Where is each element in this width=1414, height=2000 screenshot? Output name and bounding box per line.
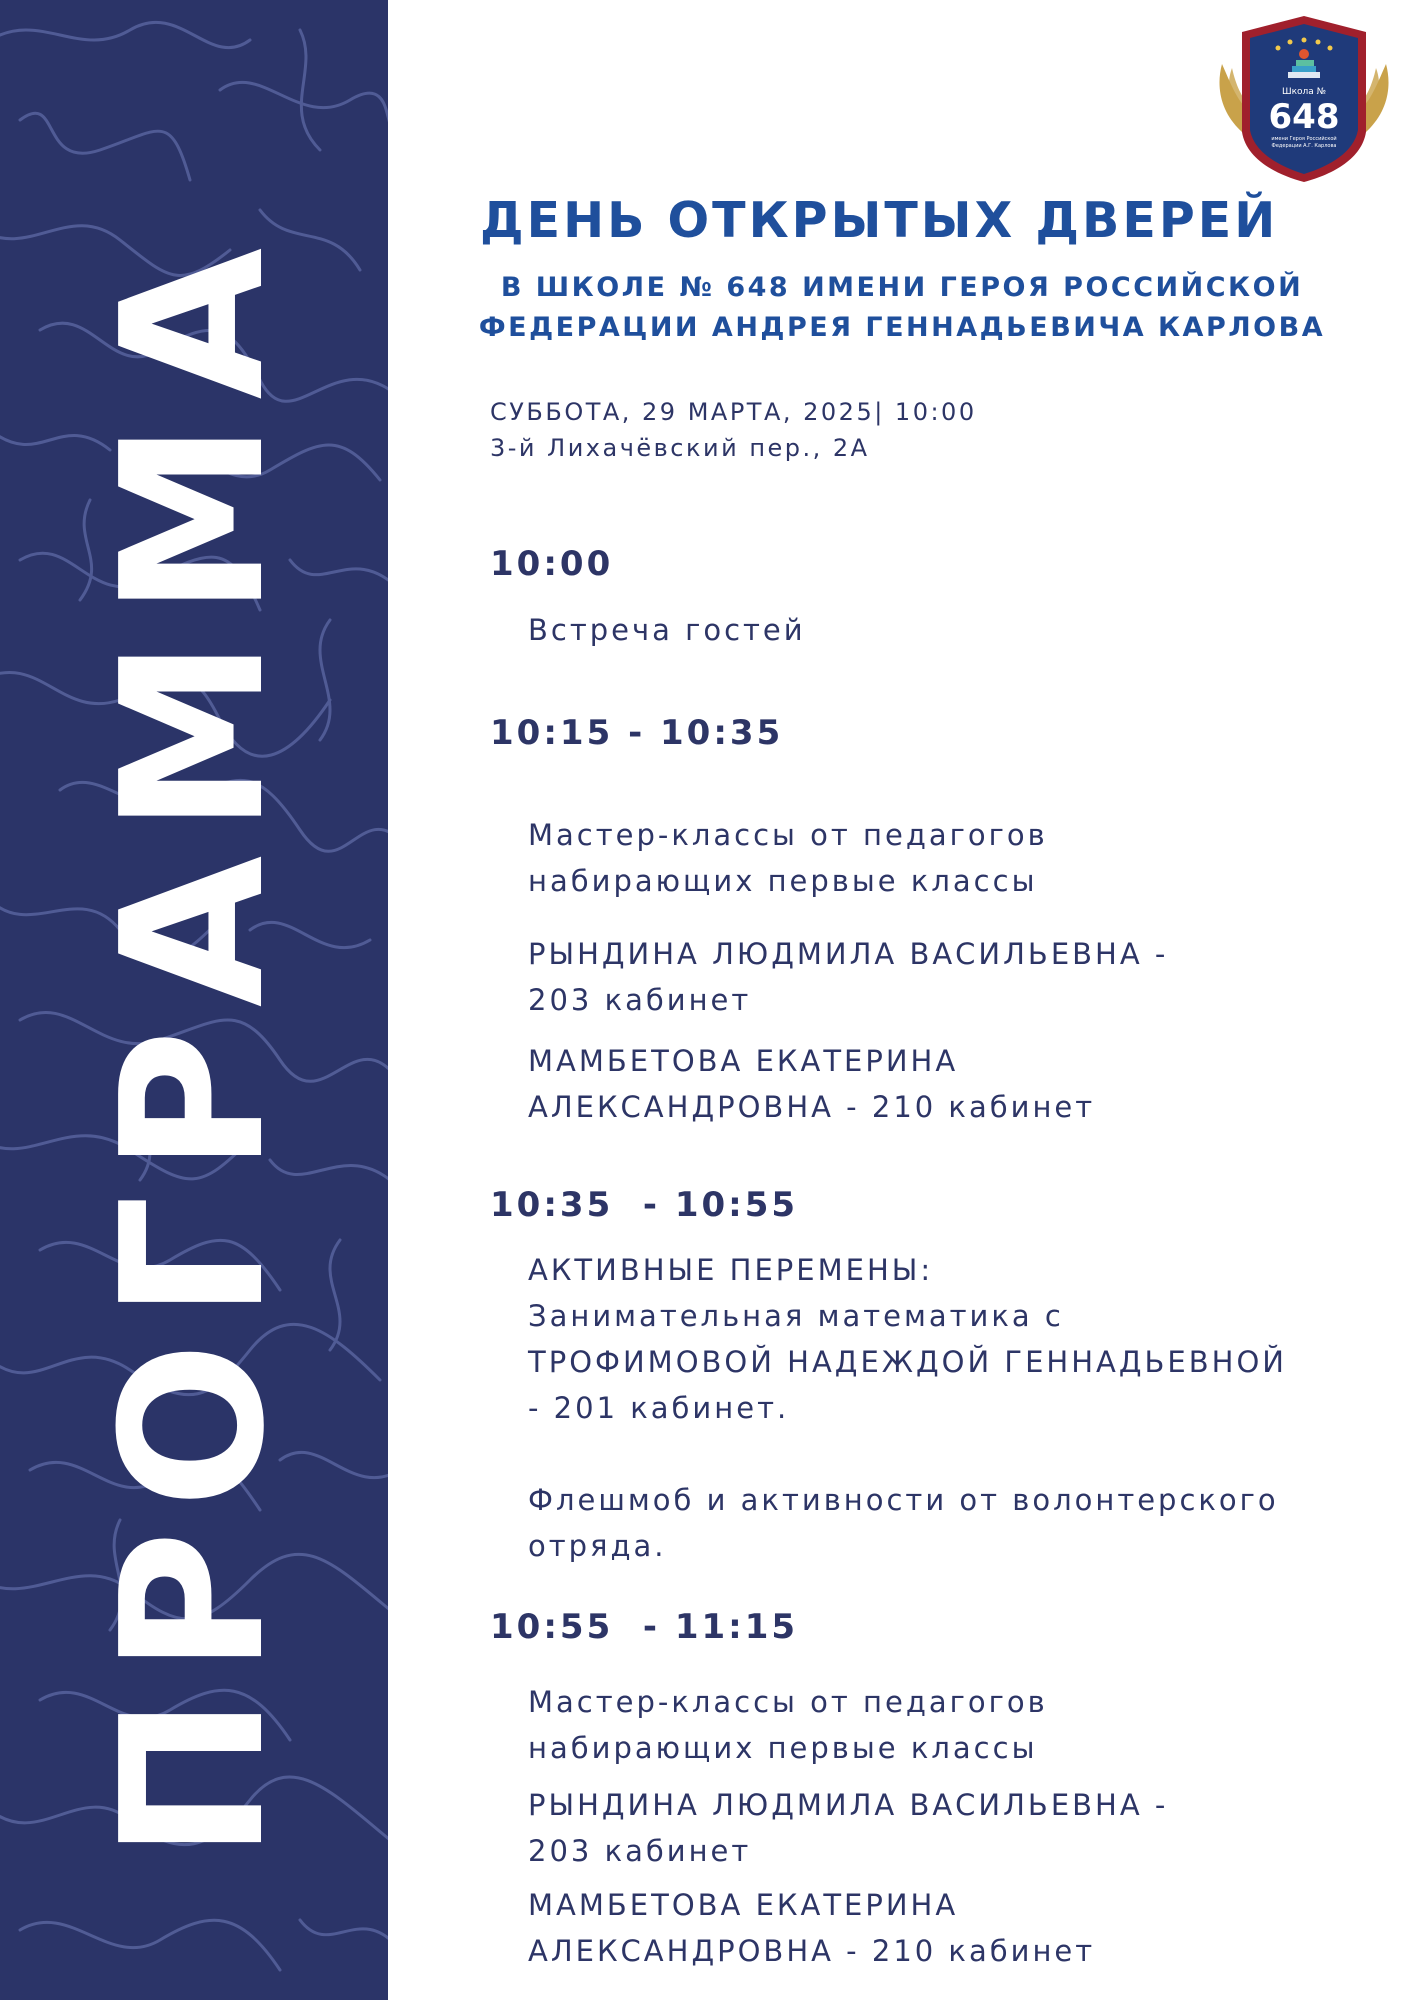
subtitle	[452, 268, 1352, 348]
schedule-text: 203 кабинет	[528, 983, 752, 1017]
logo-number: 648	[1268, 97, 1340, 137]
logo-line4: Федерации А.Г. Карлова	[1271, 143, 1337, 149]
schedule-time: 10:35 - 10:55	[490, 1185, 799, 1225]
logo-line3: имени Героя Российской	[1271, 136, 1337, 142]
subtitle-line-1: В ШКОЛЕ № 648 ИМЕНИ ГЕРОЯ РОССИЙСКОЙ	[500, 272, 1304, 303]
schedule-time: 10:00	[490, 544, 614, 584]
event-address: 3-й Лихачёвский пер., 2А	[490, 434, 870, 462]
schedule-text: АКТИВНЫЕ ПЕРЕМЕНЫ:	[528, 1253, 934, 1287]
schedule-text: АЛЕКСАНДРОВНА - 210 кабинет	[528, 1934, 1096, 1968]
schedule-text: МАМБЕТОВА ЕКАТЕРИНА	[528, 1888, 959, 1922]
schedule-text: Мастер-классы от педагогов	[528, 818, 1048, 852]
schedule-text: Мастер-классы от педагогов	[528, 1685, 1048, 1719]
schedule-text: РЫНДИНА ЛЮДМИЛА ВАСИЛЬЕВНА -	[528, 1788, 1169, 1822]
schedule-text: РЫНДИНА ЛЮДМИЛА ВАСИЛЬЕВНА -	[528, 937, 1169, 971]
event-date-time: СУББОТА, 29 МАРТА, 2025| 10:00	[490, 398, 977, 426]
schedule-text: Встреча гостей	[528, 613, 806, 647]
schedule-text: отряда.	[528, 1529, 667, 1563]
subtitle-line-2: ФЕДЕРАЦИИ АНДРЕЯ ГЕННАДЬЕВИЧА КАРЛОВА	[478, 312, 1326, 343]
schedule-text: набирающих первые классы	[528, 1731, 1038, 1765]
logo-line1: Школа №	[1281, 87, 1327, 97]
vertical-title: ПРОГРАММА	[80, 225, 308, 1861]
schedule-text: ТРОФИМОВОЙ НАДЕЖДОЙ ГЕННАДЬЕВНОЙ	[528, 1345, 1287, 1379]
page-title: ДЕНЬ ОТКРЫТЫХ ДВЕРЕЙ	[480, 192, 1279, 249]
schedule-text: МАМБЕТОВА ЕКАТЕРИНА	[528, 1044, 959, 1078]
schedule-time: 10:15 - 10:35	[490, 713, 784, 753]
schedule-text: Флешмоб и активности от волонтерского	[528, 1483, 1279, 1517]
event-meta	[490, 394, 977, 466]
sidebar-panel	[0, 0, 388, 2000]
schedule-text: набирающих первые классы	[528, 864, 1038, 898]
schedule-text: 203 кабинет	[528, 1834, 752, 1868]
schedule-time: 10:55 - 11:15	[490, 1607, 799, 1647]
schedule-text: - 201 кабинет.	[528, 1391, 790, 1425]
school-logo	[1214, 12, 1394, 184]
schedule-text: АЛЕКСАНДРОВНА - 210 кабинет	[528, 1090, 1096, 1124]
schedule-text: Занимательная математика с	[528, 1299, 1064, 1333]
